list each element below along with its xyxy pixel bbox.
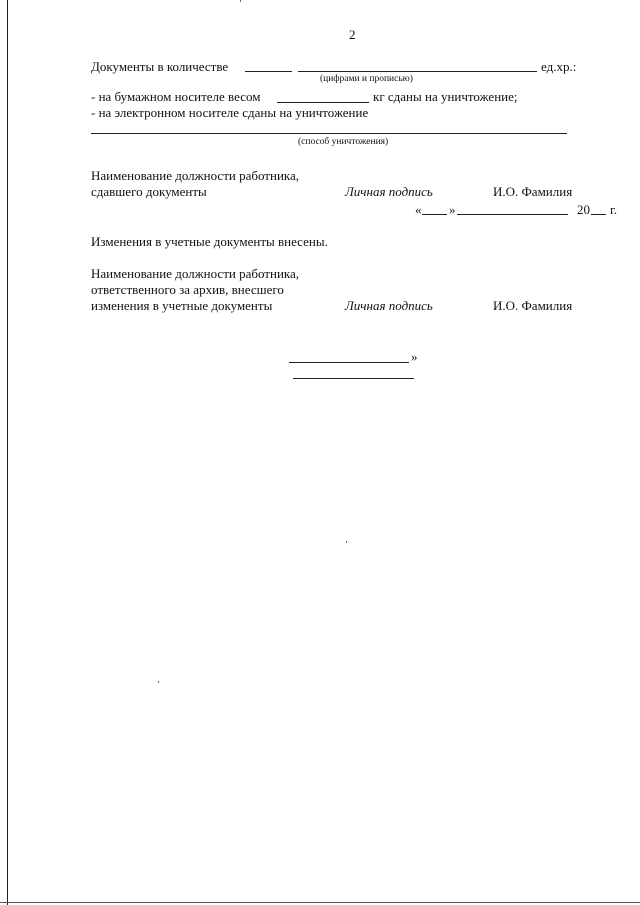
scan-speck [158, 681, 159, 683]
count-words-line [298, 71, 537, 72]
archivist-position-line1: Наименование должности работника, [91, 266, 300, 281]
bottom-close-quote: » [411, 349, 418, 364]
sender-name: И.О. Фамилия [493, 184, 573, 199]
destruction-method-hint: (способ уничтожения) [298, 137, 389, 147]
destruction-method-line [91, 133, 567, 134]
documents-count-label: Документы в количестве [91, 59, 229, 74]
date-month-line [457, 214, 568, 215]
scan-bottom-edge [0, 902, 640, 903]
storage-units-label: ед.хр.: [541, 59, 577, 74]
archivist-signature: Личная подпись [345, 298, 433, 313]
date-day-line [422, 214, 447, 215]
date-year-prefix: 20 [577, 202, 590, 217]
sender-position-line1: Наименование должности работника, [91, 168, 300, 183]
archivist-name: И.О. Фамилия [493, 298, 573, 313]
scan-speck [346, 541, 347, 543]
bottom-signature-line [289, 362, 409, 363]
paper-media-suffix: кг сданы на уничтожение; [373, 89, 518, 104]
page-number: 2 [349, 27, 356, 42]
archivist-position-line2: ответственного за архив, внесшего [91, 282, 284, 297]
archivist-position-line3: изменения в учетные документы [91, 298, 273, 313]
date-year-suffix: г. [610, 202, 618, 217]
paper-media-prefix: - на бумажном носителе весом [91, 89, 261, 104]
bottom-second-line [293, 378, 414, 379]
electronic-media-text: - на электронном носителе сданы на уничтожение [91, 105, 369, 120]
scan-speck [240, 0, 241, 2]
date-close-quote: » [449, 202, 456, 217]
date-open-quote: « [415, 202, 422, 217]
scan-left-edge [7, 0, 8, 905]
changes-note: Изменения в учетные документы внесены. [91, 234, 328, 249]
count-digits-line [245, 71, 292, 72]
date-year-line [591, 214, 606, 215]
sender-signature: Личная подпись [345, 184, 433, 199]
count-hint: (цифрами и прописью) [320, 74, 413, 84]
sender-position-line2: сдавшего документы [91, 184, 207, 199]
paper-weight-line [277, 102, 369, 103]
